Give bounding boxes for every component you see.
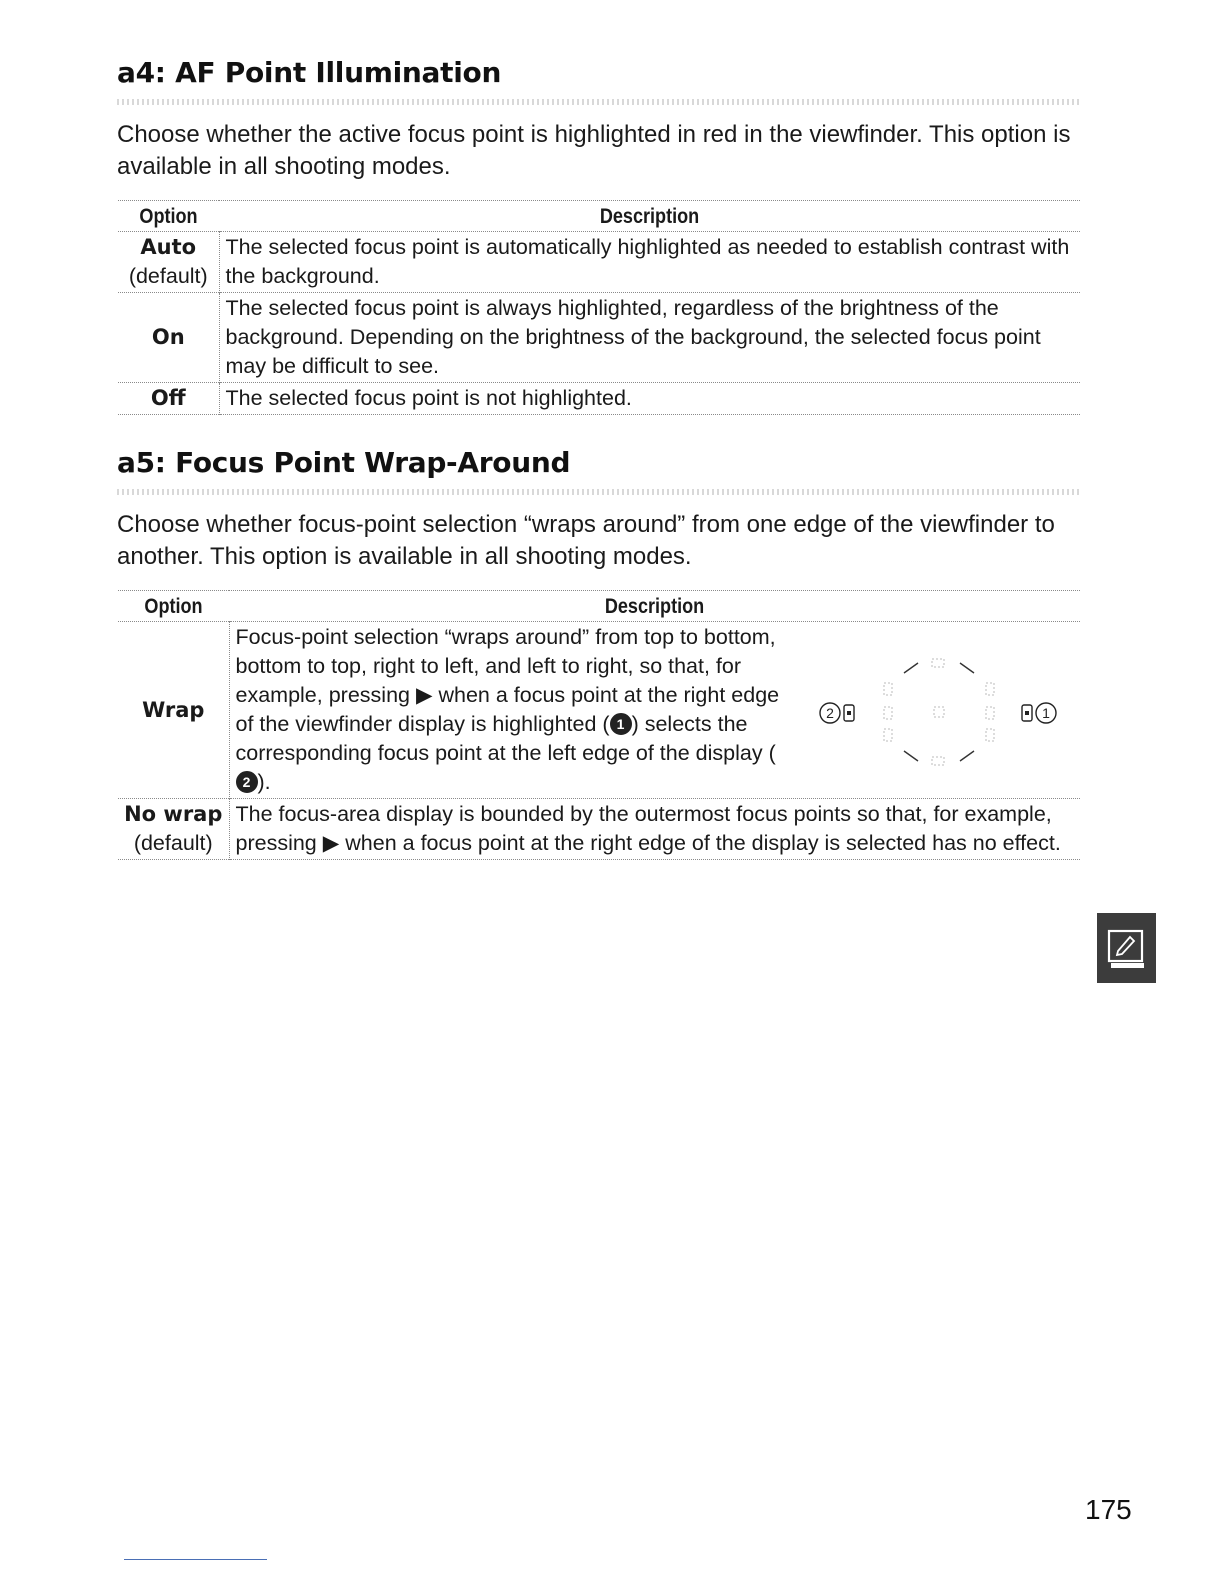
text-segment: when a focus point at the right edge of the display is selected has no effect. xyxy=(339,831,1061,855)
menu-icon-base-notch xyxy=(1107,963,1111,968)
header-option: Option xyxy=(139,204,198,228)
frame-corner-stroke xyxy=(960,663,974,673)
focus-point xyxy=(932,659,944,667)
option-cell-off xyxy=(118,383,219,415)
pencil-menu-icon xyxy=(1097,913,1156,983)
pencil-shape xyxy=(1117,937,1134,955)
intro-a4: Choose whether the active focus point is highlighted in red in the viewfinder. This option is available in all shooting modes. xyxy=(117,121,1071,180)
frame-corner-stroke xyxy=(904,663,918,673)
text-segment: ). xyxy=(257,770,271,794)
option-cell-wrap xyxy=(118,622,229,799)
text-segment: when a focus point at the right edge of the viewfinder display is highlighted ( xyxy=(235,683,780,736)
table-row-wrap xyxy=(118,622,1080,799)
focus-point xyxy=(934,707,944,717)
option-no-wrap-default: (default) xyxy=(133,831,213,855)
header-description: Description xyxy=(604,594,705,618)
menu-icon-base xyxy=(1107,963,1144,968)
text-segment: ) selects the corresponding focus point at the left edge of the display ( xyxy=(235,712,776,765)
right-arrow-icon: ▶ xyxy=(415,683,433,707)
description-wrap-text xyxy=(236,623,796,797)
table-a4 xyxy=(118,200,1080,415)
section-title-a4: a4: AF Point Illumination xyxy=(117,56,502,89)
header-option: Option xyxy=(144,594,203,618)
option-cell-auto xyxy=(118,232,219,293)
focus-point xyxy=(884,707,892,719)
viewfinder-diagram-svg xyxy=(808,645,1068,775)
focus-point xyxy=(986,707,994,719)
marker-2-label: 2 xyxy=(825,705,834,721)
menu-icon-frame xyxy=(1109,931,1142,961)
left-focus-point-dot xyxy=(847,711,851,715)
table-row-off xyxy=(118,383,1080,415)
footer-rule xyxy=(124,1559,267,1560)
section-tab xyxy=(1097,913,1156,983)
table-a5 xyxy=(118,590,1080,860)
description-on: The selected focus point is always highlighted, regardless of the brightness of the background. Depending on the brightness of the background, the selected focus point may be difficult to see. xyxy=(225,296,1041,378)
page-number: 175 xyxy=(1085,1494,1132,1525)
description-off: The selected focus point is not highlighted. xyxy=(225,386,632,410)
table-row-no-wrap xyxy=(118,799,1080,860)
marker-1-label: 1 xyxy=(1041,705,1050,721)
frame-corner-stroke xyxy=(960,751,974,761)
option-cell-on xyxy=(118,293,219,383)
focus-point-grid xyxy=(884,659,994,765)
viewfinder-diagram xyxy=(796,645,1081,775)
option-wrap: Wrap xyxy=(142,697,205,722)
description-auto: The selected focus point is automatically highlighted as needed to establish contrast with the background. xyxy=(225,235,1070,288)
description-no-wrap xyxy=(229,799,1080,860)
text-segment: The focus-area display is bounded by the outermost focus points so that, for example, pressing xyxy=(235,802,1052,855)
header-description: Description xyxy=(599,204,700,228)
frame-corner-stroke xyxy=(904,751,918,761)
title-rule-a5 xyxy=(117,489,1079,495)
right-arrow-icon: ▶ xyxy=(322,831,340,855)
table-header-row xyxy=(118,201,1080,232)
option-cell-no-wrap xyxy=(118,799,229,860)
focus-point xyxy=(884,683,892,695)
option-off: Off xyxy=(150,386,186,410)
text-segment: Focus-point selection “wraps around” from top to bottom, bottom to top, right to left, and left to right, so that, for example, pressing xyxy=(235,625,776,707)
option-auto: Auto xyxy=(140,235,197,259)
description-wrap xyxy=(229,622,1080,799)
table-header-row xyxy=(118,591,1080,622)
focus-point xyxy=(986,729,994,741)
focus-point xyxy=(932,757,944,765)
option-on: On xyxy=(151,325,185,349)
title-rule-a4 xyxy=(117,99,1079,105)
table-row-on xyxy=(118,293,1080,383)
focus-point xyxy=(986,683,994,695)
option-auto-default: (default) xyxy=(128,264,208,288)
right-focus-point-dot xyxy=(1025,711,1029,715)
callout-2-icon: 2 xyxy=(236,771,258,793)
intro-a5: Choose whether focus-point selection “wraps around” from one edge of the viewfinder to another. This option is available in all shooting modes. xyxy=(117,511,1055,570)
table-row-auto xyxy=(118,232,1080,293)
section-title-a5: a5: Focus Point Wrap-Around xyxy=(117,446,571,479)
option-no-wrap: No wrap xyxy=(124,802,223,826)
focus-point xyxy=(884,729,892,741)
callout-1-icon: 1 xyxy=(610,713,632,735)
